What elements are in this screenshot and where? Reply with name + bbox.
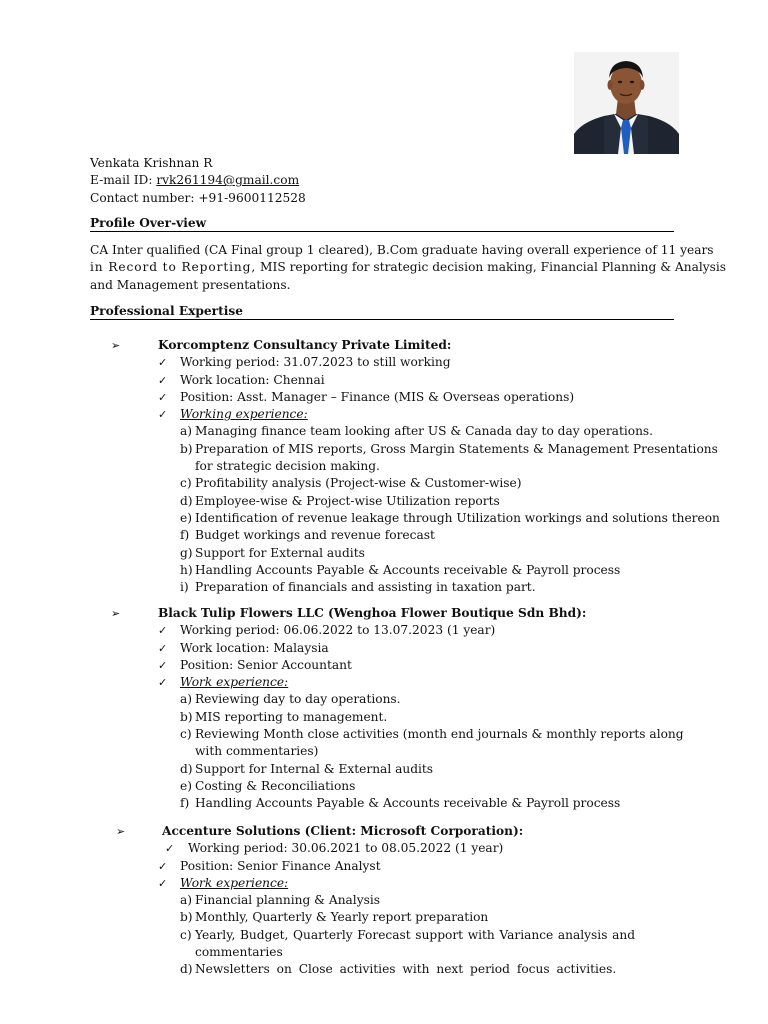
list-item — [0, 778, 768, 795]
item-marker: d) — [180, 962, 193, 977]
item-marker: c) — [180, 927, 192, 942]
list-item — [0, 562, 768, 579]
list-item — [0, 441, 768, 476]
check-icon: ✓ — [165, 842, 175, 856]
profile-line-2 — [90, 259, 727, 276]
check-icon: ✓ — [158, 676, 168, 690]
item-text: Preparation of financials and assisting in taxation part. — [195, 580, 536, 595]
bullet-text: Work location: Malaysia — [180, 640, 329, 655]
item-text: Financial planning & Analysis — [195, 893, 380, 908]
bullet-text: Working period: 30.06.2021 to 08.05.2022 (1 year) — [188, 841, 504, 856]
profile-heading: Profile Over-view — [90, 215, 674, 232]
company-title — [0, 605, 768, 622]
list-item — [0, 527, 768, 544]
list-item — [0, 691, 768, 708]
check-icon: ✓ — [158, 373, 168, 387]
bullet-item — [0, 674, 768, 691]
item-marker: b) — [180, 709, 193, 724]
item-text: Monthly, Quarterly & Yearly report preparation — [195, 910, 489, 925]
experience-subheading: Work experience: — [180, 875, 289, 890]
item-text: Newsletters on Close activities with next period focus activities. — [195, 962, 617, 977]
check-icon: ✓ — [158, 356, 168, 370]
item-text: Yearly, Budget, Quarterly Forecast support with Variance analysis and commentaries — [195, 927, 635, 960]
bullet-text: Position: Senior Accountant — [180, 657, 352, 672]
item-text: Preparation of MIS reports, Gross Margin Statements & Management Presentations for strategic decision making. — [195, 441, 718, 474]
list-item — [0, 961, 768, 978]
item-marker: f) — [180, 796, 190, 811]
expertise-heading: Professional Expertise — [90, 303, 674, 320]
profile-photo — [574, 52, 679, 154]
list-item — [0, 709, 768, 726]
item-text: Employee-wise & Project-wise Utilization reports — [195, 493, 500, 508]
bullet-item — [0, 622, 768, 639]
company-title — [0, 823, 768, 840]
bullet-text: Position: Asst. Manager – Finance (MIS & Overseas operations) — [180, 389, 575, 404]
profile-summary — [90, 242, 727, 294]
item-marker: c) — [180, 727, 192, 742]
list-item — [0, 579, 768, 596]
item-marker: d) — [180, 761, 193, 776]
list-item — [0, 909, 768, 926]
company-name: Accenture Solutions (Client: Microsoft Corporation): — [162, 824, 524, 838]
check-icon: ✓ — [158, 658, 168, 672]
item-marker: a) — [180, 692, 193, 707]
check-icon: ✓ — [158, 859, 168, 873]
person-portrait-image — [574, 52, 679, 154]
item-marker: i) — [180, 580, 189, 595]
check-icon: ✓ — [158, 408, 168, 422]
profile-line-1: CA Inter qualified (CA Final group 1 cleared), B.Com graduate having overall experience of 11 years — [90, 243, 714, 257]
company-section-1 — [0, 337, 768, 596]
bullet-text: Position: Senior Finance Analyst — [180, 858, 381, 873]
item-text: Reviewing day to day operations. — [195, 692, 401, 707]
profile-line-2b: MIS reporting for strategic decision making, Financial Planning & Analysis — [256, 260, 727, 275]
bullet-item — [0, 840, 768, 857]
bullet-text: Work location: Chennai — [180, 372, 325, 387]
check-icon: ✓ — [158, 641, 168, 655]
item-text: MIS reporting to management. — [195, 709, 388, 724]
bullet-item — [0, 406, 768, 423]
list-item — [0, 475, 768, 492]
experience-subheading: Working experience: — [180, 407, 308, 422]
item-marker: h) — [180, 562, 193, 577]
item-marker: b) — [180, 441, 193, 456]
arrow-bullet-icon: ➢ — [116, 825, 126, 838]
candidate-name: Venkata Krishnan R — [90, 156, 213, 170]
list-item — [0, 726, 768, 761]
item-text: Profitability analysis (Project-wise & Customer-wise) — [195, 476, 522, 491]
phone-line: Contact number: +91-9600112528 — [90, 190, 306, 205]
item-marker: c) — [180, 476, 192, 491]
bullet-item — [0, 354, 768, 371]
check-icon: ✓ — [158, 624, 168, 638]
arrow-bullet-icon: ➢ — [111, 339, 121, 352]
company-name: Korcomptenz Consultancy Private Limited: — [158, 338, 452, 352]
item-text: Handling Accounts Payable & Accounts receivable & Payroll process — [195, 562, 621, 577]
arrow-bullet-icon: ➢ — [111, 607, 121, 620]
email-link[interactable]: rvk261194@gmail.com — [156, 173, 300, 188]
company-section-3 — [0, 823, 768, 979]
bullet-item — [0, 858, 768, 875]
list-item — [0, 892, 768, 909]
bullet-text: Working period: 06.06.2022 to 13.07.2023 (1 year) — [180, 623, 496, 638]
item-marker: g) — [180, 545, 193, 560]
item-text: Budget workings and revenue forecast — [195, 528, 435, 543]
check-icon: ✓ — [158, 876, 168, 890]
bullet-item — [0, 640, 768, 657]
item-text: Support for Internal & External audits — [195, 761, 434, 776]
check-icon: ✓ — [158, 390, 168, 404]
item-marker: e) — [180, 510, 192, 525]
experience-subheading: Work experience: — [180, 675, 289, 690]
company-section-2 — [0, 605, 768, 813]
email-line — [90, 172, 306, 189]
item-text: Identification of revenue leakage through Utilization workings and solutions thereon — [195, 510, 720, 525]
item-marker: f) — [180, 528, 190, 543]
list-item — [0, 510, 768, 527]
email-label: E-mail ID: — [90, 173, 157, 188]
item-marker: d) — [180, 493, 193, 508]
list-item — [0, 761, 768, 778]
item-marker: b) — [180, 910, 193, 925]
item-marker: e) — [180, 778, 192, 793]
item-marker: a) — [180, 424, 193, 439]
list-item — [0, 423, 768, 440]
company-name: Black Tulip Flowers LLC (Wenghoa Flower Boutique Sdn Bhd): — [158, 606, 587, 620]
bullet-item — [0, 389, 768, 406]
item-text: Managing finance team looking after US & Canada day to day operations. — [195, 424, 654, 439]
list-item — [0, 927, 768, 962]
list-item — [0, 545, 768, 562]
bullet-item — [0, 657, 768, 674]
item-text: Support for External audits — [195, 545, 365, 560]
bullet-text: Working period: 31.07.2023 to still working — [180, 355, 451, 370]
profile-line-2a: in Record to Reporting, — [90, 260, 257, 275]
list-item — [0, 795, 768, 812]
bullet-item — [0, 875, 768, 892]
item-text: Costing & Reconciliations — [195, 778, 356, 793]
item-text: Handling Accounts Payable & Accounts receivable & Payroll process — [195, 796, 621, 811]
profile-line-3: and Management presentations. — [90, 277, 291, 292]
list-item — [0, 493, 768, 510]
item-marker: a) — [180, 893, 193, 908]
item-text: Reviewing Month close activities (month end journals & monthly reports along with commentaries) — [195, 727, 684, 759]
company-title — [0, 337, 768, 354]
contact-block — [90, 155, 306, 207]
bullet-item — [0, 372, 768, 389]
